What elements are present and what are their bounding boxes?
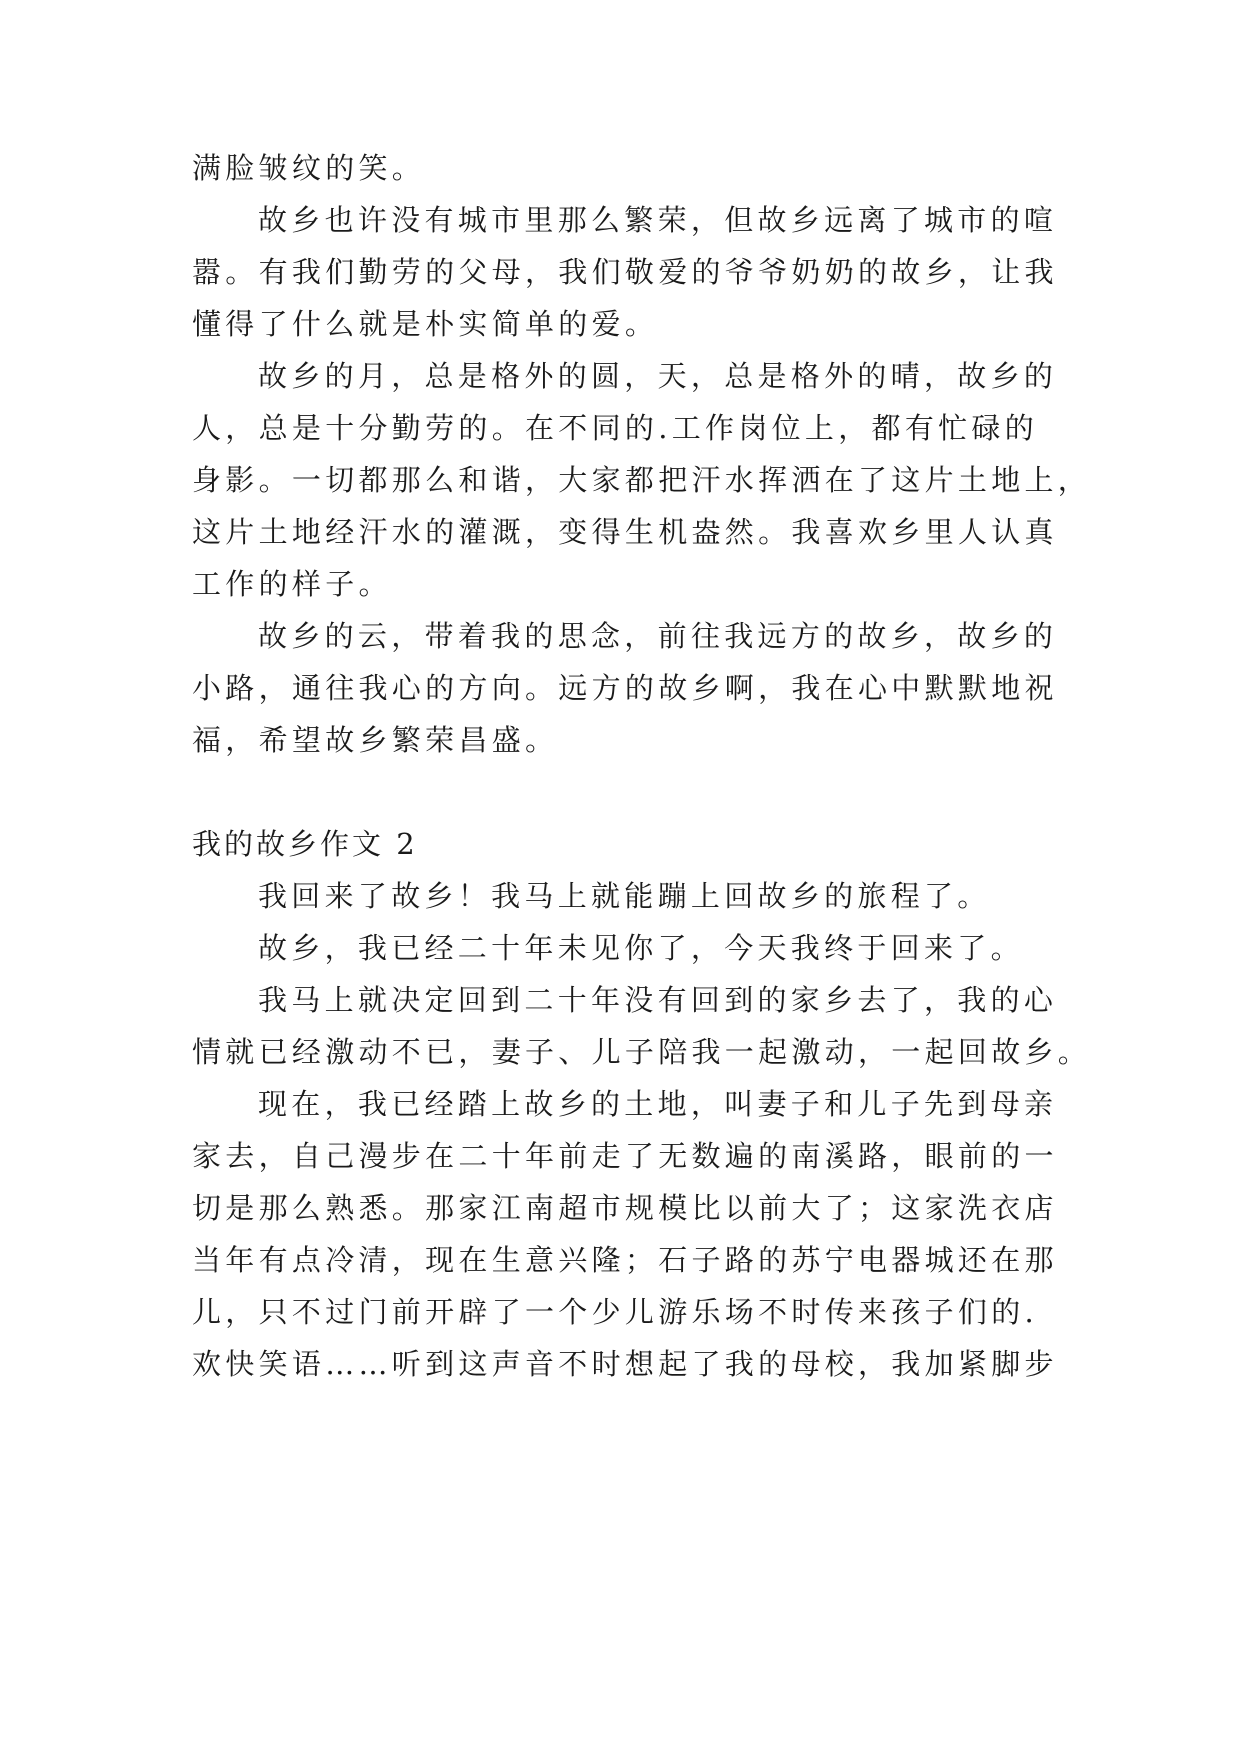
paragraph-first-line: 现在，我已经踏上故乡的土地，叫妻子和儿子先到母亲 (258, 1087, 1058, 1121)
text-line: 当年有点冷清，现在生意兴隆；石子路的苏宁电器城还在那 (192, 1243, 1058, 1277)
text-line: 儿，只不过门前开辟了一个少儿游乐场不时传来孩子们的. (192, 1295, 1039, 1329)
text-line: 人，总是十分勤劳的。在不同的.工作岗位上，都有忙碌的 (192, 411, 1039, 445)
text-line: 满脸皱纹的笑。 (192, 151, 426, 185)
document-page (192, 0, 1092, 1754)
text-line: 身影。一切都那么和谐，大家都把汗水挥洒在了这片土地上， (192, 463, 1092, 497)
paragraph-first-line: 我回来了故乡！我马上就能蹦上回故乡的旅程了。 (258, 879, 991, 913)
section-heading: 我的故乡作文 2 (192, 827, 418, 861)
paragraph-first-line: 故乡的月，总是格外的圆，天，总是格外的晴，故乡的 (258, 359, 1058, 393)
text-line: 嚣。有我们勤劳的父母，我们敬爱的爷爷奶奶的故乡，让我 (192, 255, 1058, 289)
text-line: 工作的样子。 (192, 567, 392, 601)
text-line: 懂得了什么就是朴实简单的爱。 (192, 307, 659, 341)
paragraph-first-line: 故乡的云，带着我的思念，前往我远方的故乡，故乡的 (258, 619, 1058, 653)
paragraph-first-line: 故乡也许没有城市里那么繁荣，但故乡远离了城市的喧 (258, 203, 1058, 237)
text-line: 这片土地经汗水的灌溉，变得生机盎然。我喜欢乡里人认真 (192, 515, 1058, 549)
text-line: 家去，自己漫步在二十年前走了无数遍的南溪路，眼前的一 (192, 1139, 1058, 1173)
text-line: 福，希望故乡繁荣昌盛。 (192, 723, 559, 757)
text-line: 切是那么熟悉。那家江南超市规模比以前大了；这家洗衣店 (192, 1191, 1058, 1225)
paragraph-first-line: 我马上就决定回到二十年没有回到的家乡去了，我的心 (258, 983, 1058, 1017)
text-line: 情就已经激动不已，妻子、儿子陪我一起激动，一起回故乡。 (192, 1035, 1092, 1069)
text-line: 小路，通往我心的方向。远方的故乡啊，我在心中默默地祝 (192, 671, 1058, 705)
paragraph-first-line: 故乡，我已经二十年未见你了，今天我终于回来了。 (258, 931, 1024, 965)
text-line: 欢快笑语……听到这声音不时想起了我的母校，我加紧脚步 (192, 1347, 1058, 1381)
